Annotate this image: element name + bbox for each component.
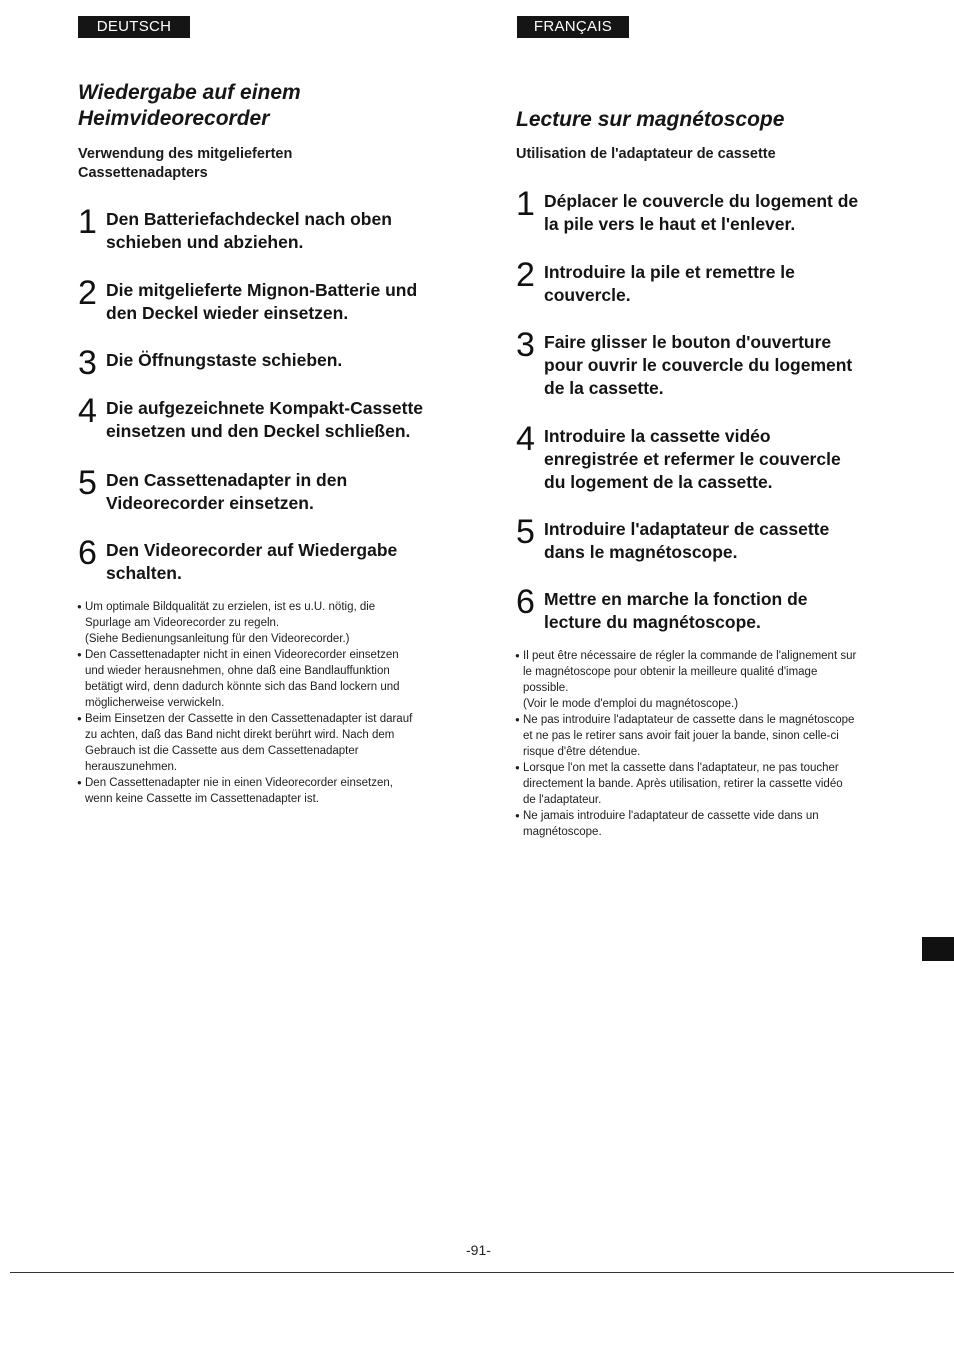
note-text: Den Cassettenadapter nicht in einen Videorecorder einsetzen und wieder herausnehmen, ohne daß eine Bandlauffunktion betätigt wird, denn dadurch könnte sich das Band lockern und möglicherweise verwickeln.	[85, 649, 400, 709]
step-number: 3	[516, 326, 535, 364]
note-item	[516, 760, 891, 808]
bullet-icon: ●	[77, 714, 82, 723]
step-text: Die Öffnungstaste schieben.	[106, 350, 343, 370]
french-notes	[516, 648, 891, 840]
step-number: 6	[516, 583, 535, 621]
german-notes	[78, 599, 458, 807]
note-item	[78, 711, 458, 775]
note-text: Lorsque l'on met la cassette dans l'adaptateur, ne pas toucher directement la bande. Après utilisation, retirer la cassette vidéo de l'adaptateur.	[523, 762, 843, 806]
step-number: 4	[516, 420, 535, 458]
note-item	[78, 647, 458, 711]
step-number: 2	[516, 256, 535, 294]
step-text: Faire glisser le bouton d'ouverture pour ouvrir le couvercle du logement de la cassette.	[544, 332, 853, 398]
bullet-icon: ●	[515, 763, 520, 772]
step-number: 4	[78, 392, 97, 430]
bullet-icon: ●	[77, 602, 82, 611]
step-number: 1	[78, 203, 97, 241]
step-number: 3	[78, 344, 97, 382]
german-subtitle: Verwendung des mitgelieferten Cassettenadapters	[78, 146, 293, 181]
step-text: Den Videorecorder auf Wiedergabe schalten.	[106, 540, 398, 583]
note-item	[516, 808, 891, 840]
language-tab-deutsch: DEUTSCH	[78, 16, 190, 38]
language-tab-francais: FRANÇAIS	[517, 16, 629, 38]
note-item	[78, 775, 458, 807]
step-text: Den Cassettenadapter in den Videorecorder einsetzen.	[106, 470, 348, 513]
german-title: Wiedergabe auf einem Heimvideorecorder	[78, 81, 301, 130]
note-text: Il peut être nécessaire de régler la commande de l'alignement sur le magnétoscope pour obtenir la meilleure qualité d'image possible. (Voir le mode d'emploi du magnétoscope.)	[523, 650, 857, 710]
section-edge-marker	[922, 937, 954, 961]
step-number: 5	[516, 513, 535, 551]
bullet-icon: ●	[77, 650, 82, 659]
step-number: 5	[78, 464, 97, 502]
note-text: Beim Einsetzen der Cassette in den Cassettenadapter ist darauf zu achten, daß das Band nicht direkt berührt wird. Nach dem Gebrauch ist die Cassette aus dem Cassettenadapter herauszunehmen.	[85, 713, 413, 773]
note-text: Den Cassettenadapter nie in einen Videorecorder einsetzen, wenn keine Cassette im Cassettenadapter ist.	[85, 777, 393, 805]
step-number: 2	[78, 274, 97, 312]
step-text: Die aufgezeichnete Kompakt-Cassette einsetzen und den Deckel schließen.	[106, 398, 424, 441]
note-text: Ne pas introduire l'adaptateur de cassette dans le magnétoscope et ne pas le retirer sans avoir fait jouer la bande, sinon celle-ci risque d'être détendue.	[523, 714, 855, 758]
bullet-icon: ●	[515, 651, 520, 660]
step-text: Déplacer le couvercle du logement de la pile vers le haut et l'enlever.	[544, 191, 859, 234]
french-title: Lecture sur magnétoscope	[516, 108, 785, 131]
step-text: Introduire la cassette vidéo enregistrée et refermer le couvercle du logement de la cassette.	[544, 426, 841, 492]
bullet-icon: ●	[515, 811, 520, 820]
note-item	[516, 648, 891, 712]
note-item	[78, 599, 458, 647]
note-text: Um optimale Bildqualität zu erzielen, ist es u.U. nötig, die Spurlage am Videorecorder zu regeln. (Siehe Bedienungsanleitung für den Videorecorder.)	[85, 601, 376, 645]
bullet-icon: ●	[77, 778, 82, 787]
step-text: Introduire l'adaptateur de cassette dans le magnétoscope.	[544, 519, 830, 562]
note-item	[516, 712, 891, 760]
step-number: 1	[516, 185, 535, 223]
step-text: Introduire la pile et remettre le couvercle.	[544, 262, 795, 305]
french-subtitle: Utilisation de l'adaptateur de cassette	[516, 146, 776, 162]
page-number: -91-	[466, 1242, 491, 1258]
bullet-icon: ●	[515, 715, 520, 724]
footer-divider	[10, 1272, 954, 1273]
step-text: Die mitgelieferte Mignon-Batterie und den Deckel wieder einsetzen.	[106, 280, 418, 323]
step-text: Mettre en marche la fonction de lecture du magnétoscope.	[544, 589, 808, 632]
step-number: 6	[78, 534, 97, 572]
note-text: Ne jamais introduire l'adaptateur de cassette vide dans un magnétoscope.	[523, 810, 819, 838]
step-text: Den Batteriefachdeckel nach oben schieben und abziehen.	[106, 209, 392, 252]
